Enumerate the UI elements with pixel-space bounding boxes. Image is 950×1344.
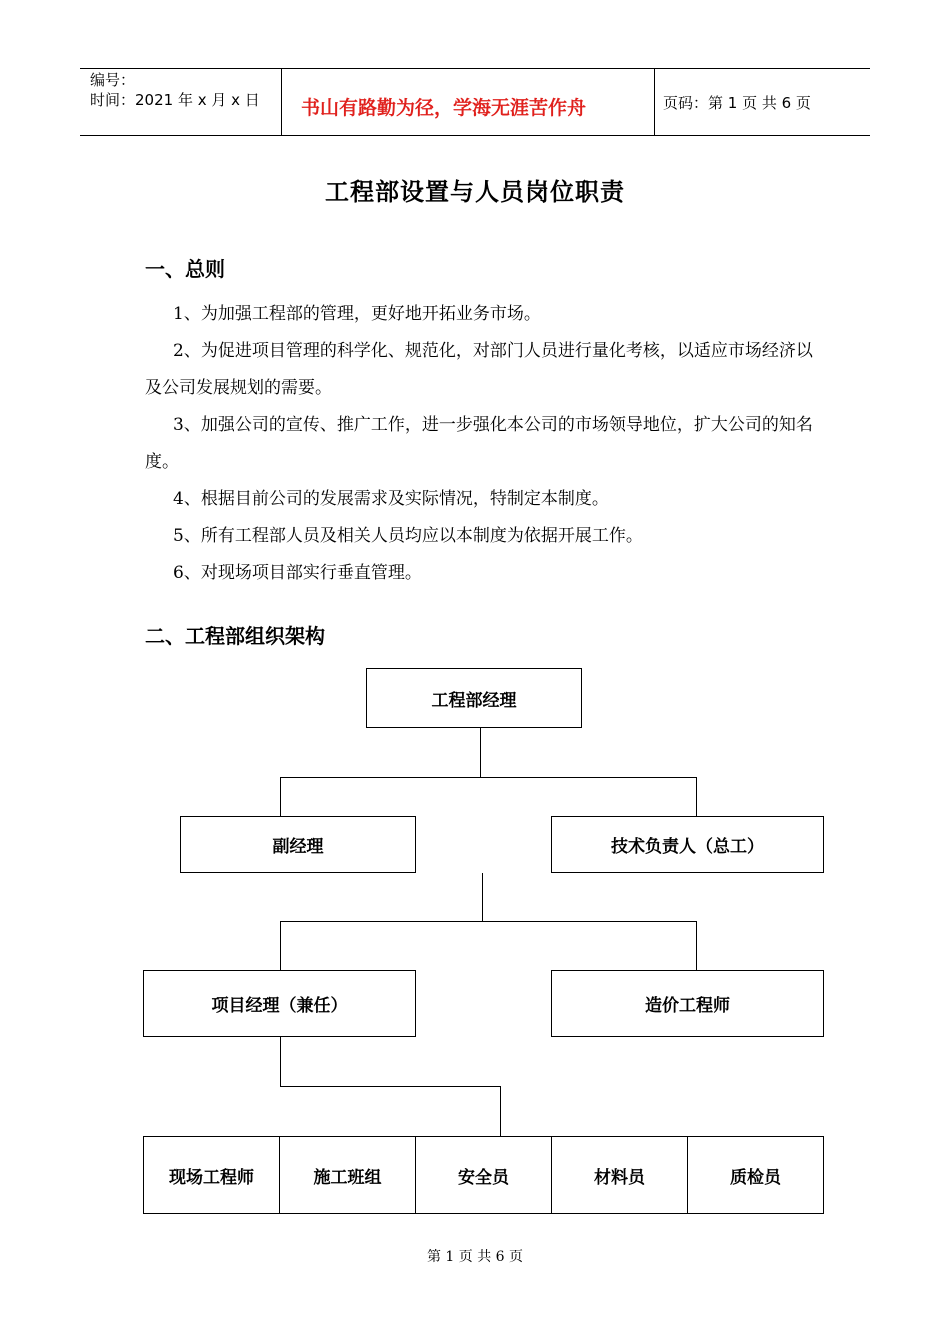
section-heading-org-structure: 二、工程部组织架构 (145, 624, 325, 648)
document-date: 时间：2021 年 x 月 x 日 (90, 91, 260, 109)
connector (696, 777, 697, 816)
provision-item: 6、对现场项目部实行垂直管理。 (173, 563, 422, 583)
connector (280, 921, 281, 970)
org-node-staff: 材料员 (552, 1137, 688, 1213)
provision-item: 4、根据目前公司的发展需求及实际情况，特制定本制度。 (173, 489, 609, 509)
connector (480, 728, 481, 777)
connector (696, 921, 697, 970)
header-top-rule (80, 68, 870, 69)
org-node-cost-engineer: 造价工程师 (551, 970, 824, 1037)
header-page-number: 页码：第 1 页 共 6 页 (663, 94, 811, 112)
org-node-staff: 安全员 (416, 1137, 552, 1213)
org-node-chief-engineer: 技术负责人（总工） (551, 816, 824, 873)
connector (280, 777, 281, 816)
org-staff-row (143, 1136, 824, 1214)
org-node-staff: 现场工程师 (144, 1137, 280, 1213)
header-divider-left (281, 68, 282, 136)
connector (280, 1037, 281, 1087)
header-motto: 书山有路勤为径，学海无涯苦作舟 (301, 97, 587, 119)
section-heading-general: 一、总则 (145, 257, 225, 281)
org-node-manager: 工程部经理 (366, 668, 582, 728)
provision-item: 1、为加强工程部的管理，更好地开拓业务市场。 (173, 304, 541, 324)
page-footer: 第 1 页 共 6 页 (426, 1249, 524, 1265)
header-bottom-rule (80, 135, 870, 136)
general-provisions-list (145, 296, 815, 592)
org-node-deputy-manager: 副经理 (180, 816, 416, 873)
header-divider-right (654, 68, 655, 136)
connector (280, 1086, 501, 1087)
connector (500, 1086, 501, 1136)
org-node-staff: 施工班组 (280, 1137, 416, 1213)
connector (482, 873, 483, 921)
provision-item: 3、加强公司的宣传、推广工作，进一步强化本公司的市场领导地位，扩大公司的知名度。 (145, 415, 813, 472)
provision-item: 5、所有工程部人员及相关人员均应以本制度为依据开展工作。 (173, 526, 643, 546)
org-node-staff: 质检员 (730, 1167, 781, 1188)
connector (280, 777, 697, 778)
provision-item: 2、为促进项目管理的科学化、规范化，对部门人员进行量化考核，以适应市场经济以及公司发展规划的需要。 (145, 341, 813, 398)
document-number-label: 编号： (90, 71, 136, 89)
org-node-project-manager: 项目经理（兼任） (143, 970, 416, 1037)
document-title: 工程部设置与人员岗位职责 (325, 178, 625, 206)
connector (280, 921, 697, 922)
